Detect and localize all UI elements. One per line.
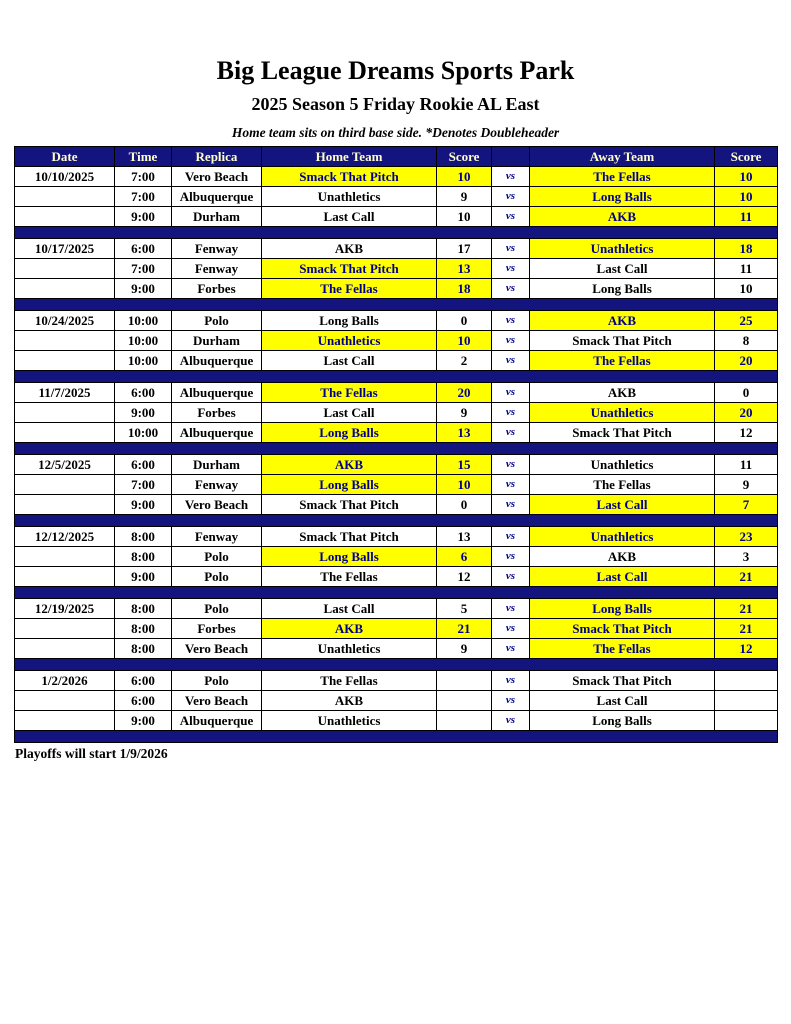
home-score-cell: 10	[437, 331, 492, 351]
game-row	[15, 671, 778, 691]
time-cell: 6:00	[115, 383, 172, 403]
time-cell: 9:00	[115, 207, 172, 227]
replica-cell: Durham	[172, 455, 262, 475]
home-team-cell: Last Call	[262, 599, 437, 619]
away-score-cell: 20	[715, 351, 778, 371]
away-team-cell: Long Balls	[530, 187, 715, 207]
away-team-cell: Long Balls	[530, 279, 715, 299]
schedule-body	[15, 167, 778, 743]
away-score-cell: 10	[715, 279, 778, 299]
date-cell: 10/10/2025	[15, 167, 115, 187]
header-away-team: Away Team	[530, 147, 715, 167]
away-score-cell: 23	[715, 527, 778, 547]
home-score-cell: 6	[437, 547, 492, 567]
home-team-cell: Long Balls	[262, 475, 437, 495]
replica-cell: Forbes	[172, 279, 262, 299]
replica-cell: Forbes	[172, 619, 262, 639]
replica-cell: Vero Beach	[172, 691, 262, 711]
away-team-cell: Smack That Pitch	[530, 331, 715, 351]
game-row	[15, 311, 778, 331]
away-team-cell: Last Call	[530, 495, 715, 515]
time-cell: 9:00	[115, 403, 172, 423]
home-score-cell	[437, 671, 492, 691]
away-team-cell: Unathletics	[530, 527, 715, 547]
away-team-cell: The Fellas	[530, 351, 715, 371]
away-score-cell: 25	[715, 311, 778, 331]
vs-cell: vs	[492, 639, 530, 659]
time-cell: 8:00	[115, 527, 172, 547]
time-cell: 6:00	[115, 671, 172, 691]
home-team-cell: Unathletics	[262, 639, 437, 659]
separator-band	[15, 299, 778, 311]
away-score-cell: 0	[715, 383, 778, 403]
home-score-cell: 10	[437, 167, 492, 187]
separator-row	[15, 515, 778, 527]
away-score-cell: 10	[715, 187, 778, 207]
home-score-cell: 13	[437, 527, 492, 547]
away-team-cell: Last Call	[530, 259, 715, 279]
game-row	[15, 455, 778, 475]
vs-cell: vs	[492, 187, 530, 207]
separator-band	[15, 227, 778, 239]
time-cell: 6:00	[115, 691, 172, 711]
header-row	[15, 147, 778, 167]
time-cell: 10:00	[115, 311, 172, 331]
home-team-cell: The Fellas	[262, 671, 437, 691]
home-score-cell: 13	[437, 423, 492, 443]
time-cell: 7:00	[115, 259, 172, 279]
away-team-cell: Last Call	[530, 691, 715, 711]
date-cell: 11/7/2025	[15, 383, 115, 403]
game-row	[15, 567, 778, 587]
replica-cell: Albuquerque	[172, 187, 262, 207]
game-row	[15, 423, 778, 443]
away-team-cell: Unathletics	[530, 403, 715, 423]
vs-cell: vs	[492, 619, 530, 639]
away-score-cell: 12	[715, 639, 778, 659]
date-cell	[15, 423, 115, 443]
away-team-cell: Long Balls	[530, 599, 715, 619]
separator-band	[15, 587, 778, 599]
home-score-cell: 13	[437, 259, 492, 279]
vs-cell: vs	[492, 383, 530, 403]
home-score-cell: 10	[437, 207, 492, 227]
header-date: Date	[15, 147, 115, 167]
game-row	[15, 207, 778, 227]
date-cell	[15, 331, 115, 351]
home-score-cell: 12	[437, 567, 492, 587]
away-score-cell: 21	[715, 567, 778, 587]
home-score-cell: 0	[437, 311, 492, 331]
page-title: Big League Dreams Sports Park	[216, 56, 575, 85]
date-cell	[15, 279, 115, 299]
game-row	[15, 495, 778, 515]
home-score-cell: 15	[437, 455, 492, 475]
away-team-cell: The Fellas	[530, 167, 715, 187]
header-away-score: Score	[715, 147, 778, 167]
game-row	[15, 187, 778, 207]
home-team-cell: Long Balls	[262, 311, 437, 331]
home-team-cell: AKB	[262, 455, 437, 475]
home-team-cell: Smack That Pitch	[262, 495, 437, 515]
header-home-team: Home Team	[262, 147, 437, 167]
time-cell: 9:00	[115, 567, 172, 587]
replica-cell: Forbes	[172, 403, 262, 423]
date-cell	[15, 207, 115, 227]
schedule-table	[14, 146, 778, 743]
away-score-cell: 9	[715, 475, 778, 495]
separator-band	[15, 371, 778, 383]
game-row	[15, 599, 778, 619]
separator-band	[15, 659, 778, 671]
replica-cell: Polo	[172, 671, 262, 691]
away-score-cell	[715, 691, 778, 711]
home-team-cell: Unathletics	[262, 187, 437, 207]
vs-cell: vs	[492, 239, 530, 259]
home-team-cell: Unathletics	[262, 711, 437, 731]
away-team-cell: Unathletics	[530, 455, 715, 475]
home-score-cell: 9	[437, 639, 492, 659]
replica-cell: Durham	[172, 331, 262, 351]
header-time: Time	[115, 147, 172, 167]
game-row	[15, 331, 778, 351]
date-cell	[15, 351, 115, 371]
away-score-cell: 10	[715, 167, 778, 187]
date-cell	[15, 619, 115, 639]
time-cell: 6:00	[115, 239, 172, 259]
date-cell	[15, 567, 115, 587]
home-score-cell: 9	[437, 403, 492, 423]
replica-cell: Polo	[172, 599, 262, 619]
game-row	[15, 527, 778, 547]
away-score-cell: 12	[715, 423, 778, 443]
away-team-cell: Last Call	[530, 567, 715, 587]
replica-cell: Albuquerque	[172, 711, 262, 731]
vs-cell: vs	[492, 207, 530, 227]
vs-cell: vs	[492, 567, 530, 587]
date-cell	[15, 403, 115, 423]
replica-cell: Fenway	[172, 527, 262, 547]
game-row	[15, 351, 778, 371]
game-row	[15, 691, 778, 711]
away-team-cell: AKB	[530, 311, 715, 331]
home-team-cell: Smack That Pitch	[262, 167, 437, 187]
away-score-cell: 11	[715, 455, 778, 475]
away-team-cell: The Fellas	[530, 639, 715, 659]
home-score-cell: 18	[437, 279, 492, 299]
vs-cell: vs	[492, 599, 530, 619]
game-row	[15, 259, 778, 279]
home-score-cell: 17	[437, 239, 492, 259]
game-row	[15, 475, 778, 495]
home-score-cell: 9	[437, 187, 492, 207]
date-cell: 12/12/2025	[15, 527, 115, 547]
date-cell: 12/19/2025	[15, 599, 115, 619]
replica-cell: Fenway	[172, 475, 262, 495]
replica-cell: Vero Beach	[172, 495, 262, 515]
home-team-note: Home team sits on third base side. *Denotes Doubleheader	[231, 125, 560, 140]
playoffs-note: Playoffs will start 1/9/2026	[15, 746, 168, 761]
header-vs	[492, 147, 530, 167]
replica-cell: Fenway	[172, 239, 262, 259]
vs-cell: vs	[492, 475, 530, 495]
date-cell	[15, 711, 115, 731]
vs-cell: vs	[492, 495, 530, 515]
time-cell: 9:00	[115, 711, 172, 731]
game-row	[15, 639, 778, 659]
vs-cell: vs	[492, 691, 530, 711]
time-cell: 10:00	[115, 331, 172, 351]
away-score-cell: 7	[715, 495, 778, 515]
away-team-cell: AKB	[530, 207, 715, 227]
time-cell: 8:00	[115, 619, 172, 639]
replica-cell: Albuquerque	[172, 423, 262, 443]
separator-row	[15, 443, 778, 455]
time-cell: 10:00	[115, 351, 172, 371]
replica-cell: Polo	[172, 547, 262, 567]
game-row	[15, 619, 778, 639]
home-score-cell	[437, 691, 492, 711]
separator-band	[15, 443, 778, 455]
date-cell	[15, 259, 115, 279]
replica-cell: Albuquerque	[172, 351, 262, 371]
away-team-cell: Smack That Pitch	[530, 619, 715, 639]
time-cell: 10:00	[115, 423, 172, 443]
away-score-cell: 20	[715, 403, 778, 423]
separator-row	[15, 587, 778, 599]
date-cell: 1/2/2026	[15, 671, 115, 691]
separator-row	[15, 731, 778, 743]
separator-band	[15, 731, 778, 743]
date-cell	[15, 475, 115, 495]
home-team-cell: The Fellas	[262, 567, 437, 587]
away-team-cell: Smack That Pitch	[530, 423, 715, 443]
home-team-cell: Last Call	[262, 207, 437, 227]
date-cell: 10/24/2025	[15, 311, 115, 331]
separator-row	[15, 299, 778, 311]
date-cell	[15, 495, 115, 515]
page-subtitle: 2025 Season 5 Friday Rookie AL East	[251, 94, 540, 114]
away-team-cell: The Fellas	[530, 475, 715, 495]
game-row	[15, 279, 778, 299]
date-cell	[15, 547, 115, 567]
away-score-cell: 11	[715, 207, 778, 227]
home-score-cell: 5	[437, 599, 492, 619]
time-cell: 9:00	[115, 495, 172, 515]
away-team-cell: Smack That Pitch	[530, 671, 715, 691]
replica-cell: Polo	[172, 311, 262, 331]
home-team-cell: Unathletics	[262, 331, 437, 351]
home-score-cell: 20	[437, 383, 492, 403]
home-team-cell: AKB	[262, 239, 437, 259]
vs-cell: vs	[492, 331, 530, 351]
away-team-cell: Unathletics	[530, 239, 715, 259]
away-score-cell: 8	[715, 331, 778, 351]
vs-cell: vs	[492, 455, 530, 475]
replica-cell: Polo	[172, 567, 262, 587]
vs-cell: vs	[492, 311, 530, 331]
home-team-cell: AKB	[262, 691, 437, 711]
home-team-cell: AKB	[262, 619, 437, 639]
away-team-cell: AKB	[530, 383, 715, 403]
game-row	[15, 167, 778, 187]
home-team-cell: Smack That Pitch	[262, 527, 437, 547]
away-score-cell: 21	[715, 599, 778, 619]
home-score-cell: 21	[437, 619, 492, 639]
away-score-cell	[715, 671, 778, 691]
home-score-cell: 10	[437, 475, 492, 495]
time-cell: 9:00	[115, 279, 172, 299]
home-team-cell: The Fellas	[262, 383, 437, 403]
separator-row	[15, 371, 778, 383]
game-row	[15, 547, 778, 567]
date-cell: 12/5/2025	[15, 455, 115, 475]
replica-cell: Fenway	[172, 259, 262, 279]
away-score-cell	[715, 711, 778, 731]
away-team-cell: Long Balls	[530, 711, 715, 731]
game-row	[15, 239, 778, 259]
home-score-cell: 0	[437, 495, 492, 515]
game-row	[15, 711, 778, 731]
separator-row	[15, 227, 778, 239]
home-team-cell: Long Balls	[262, 547, 437, 567]
replica-cell: Durham	[172, 207, 262, 227]
away-score-cell: 18	[715, 239, 778, 259]
time-cell: 8:00	[115, 599, 172, 619]
replica-cell: Vero Beach	[172, 167, 262, 187]
vs-cell: vs	[492, 527, 530, 547]
date-cell	[15, 187, 115, 207]
time-cell: 7:00	[115, 187, 172, 207]
date-cell: 10/17/2025	[15, 239, 115, 259]
vs-cell: vs	[492, 423, 530, 443]
away-score-cell: 21	[715, 619, 778, 639]
away-score-cell: 3	[715, 547, 778, 567]
away-score-cell: 11	[715, 259, 778, 279]
time-cell: 6:00	[115, 455, 172, 475]
home-score-cell: 2	[437, 351, 492, 371]
vs-cell: vs	[492, 671, 530, 691]
home-score-cell	[437, 711, 492, 731]
home-team-cell: Smack That Pitch	[262, 259, 437, 279]
vs-cell: vs	[492, 259, 530, 279]
home-team-cell: Long Balls	[262, 423, 437, 443]
away-team-cell: AKB	[530, 547, 715, 567]
replica-cell: Albuquerque	[172, 383, 262, 403]
vs-cell: vs	[492, 167, 530, 187]
time-cell: 8:00	[115, 547, 172, 567]
home-team-cell: Last Call	[262, 403, 437, 423]
vs-cell: vs	[492, 279, 530, 299]
date-cell	[15, 639, 115, 659]
time-cell: 7:00	[115, 475, 172, 495]
separator-band	[15, 515, 778, 527]
vs-cell: vs	[492, 403, 530, 423]
game-row	[15, 403, 778, 423]
home-team-cell: Last Call	[262, 351, 437, 371]
home-team-cell: The Fellas	[262, 279, 437, 299]
header-replica: Replica	[172, 147, 262, 167]
vs-cell: vs	[492, 711, 530, 731]
vs-cell: vs	[492, 351, 530, 371]
time-cell: 8:00	[115, 639, 172, 659]
game-row	[15, 383, 778, 403]
vs-cell: vs	[492, 547, 530, 567]
time-cell: 7:00	[115, 167, 172, 187]
date-cell	[15, 691, 115, 711]
replica-cell: Vero Beach	[172, 639, 262, 659]
header-home-score: Score	[437, 147, 492, 167]
separator-row	[15, 659, 778, 671]
